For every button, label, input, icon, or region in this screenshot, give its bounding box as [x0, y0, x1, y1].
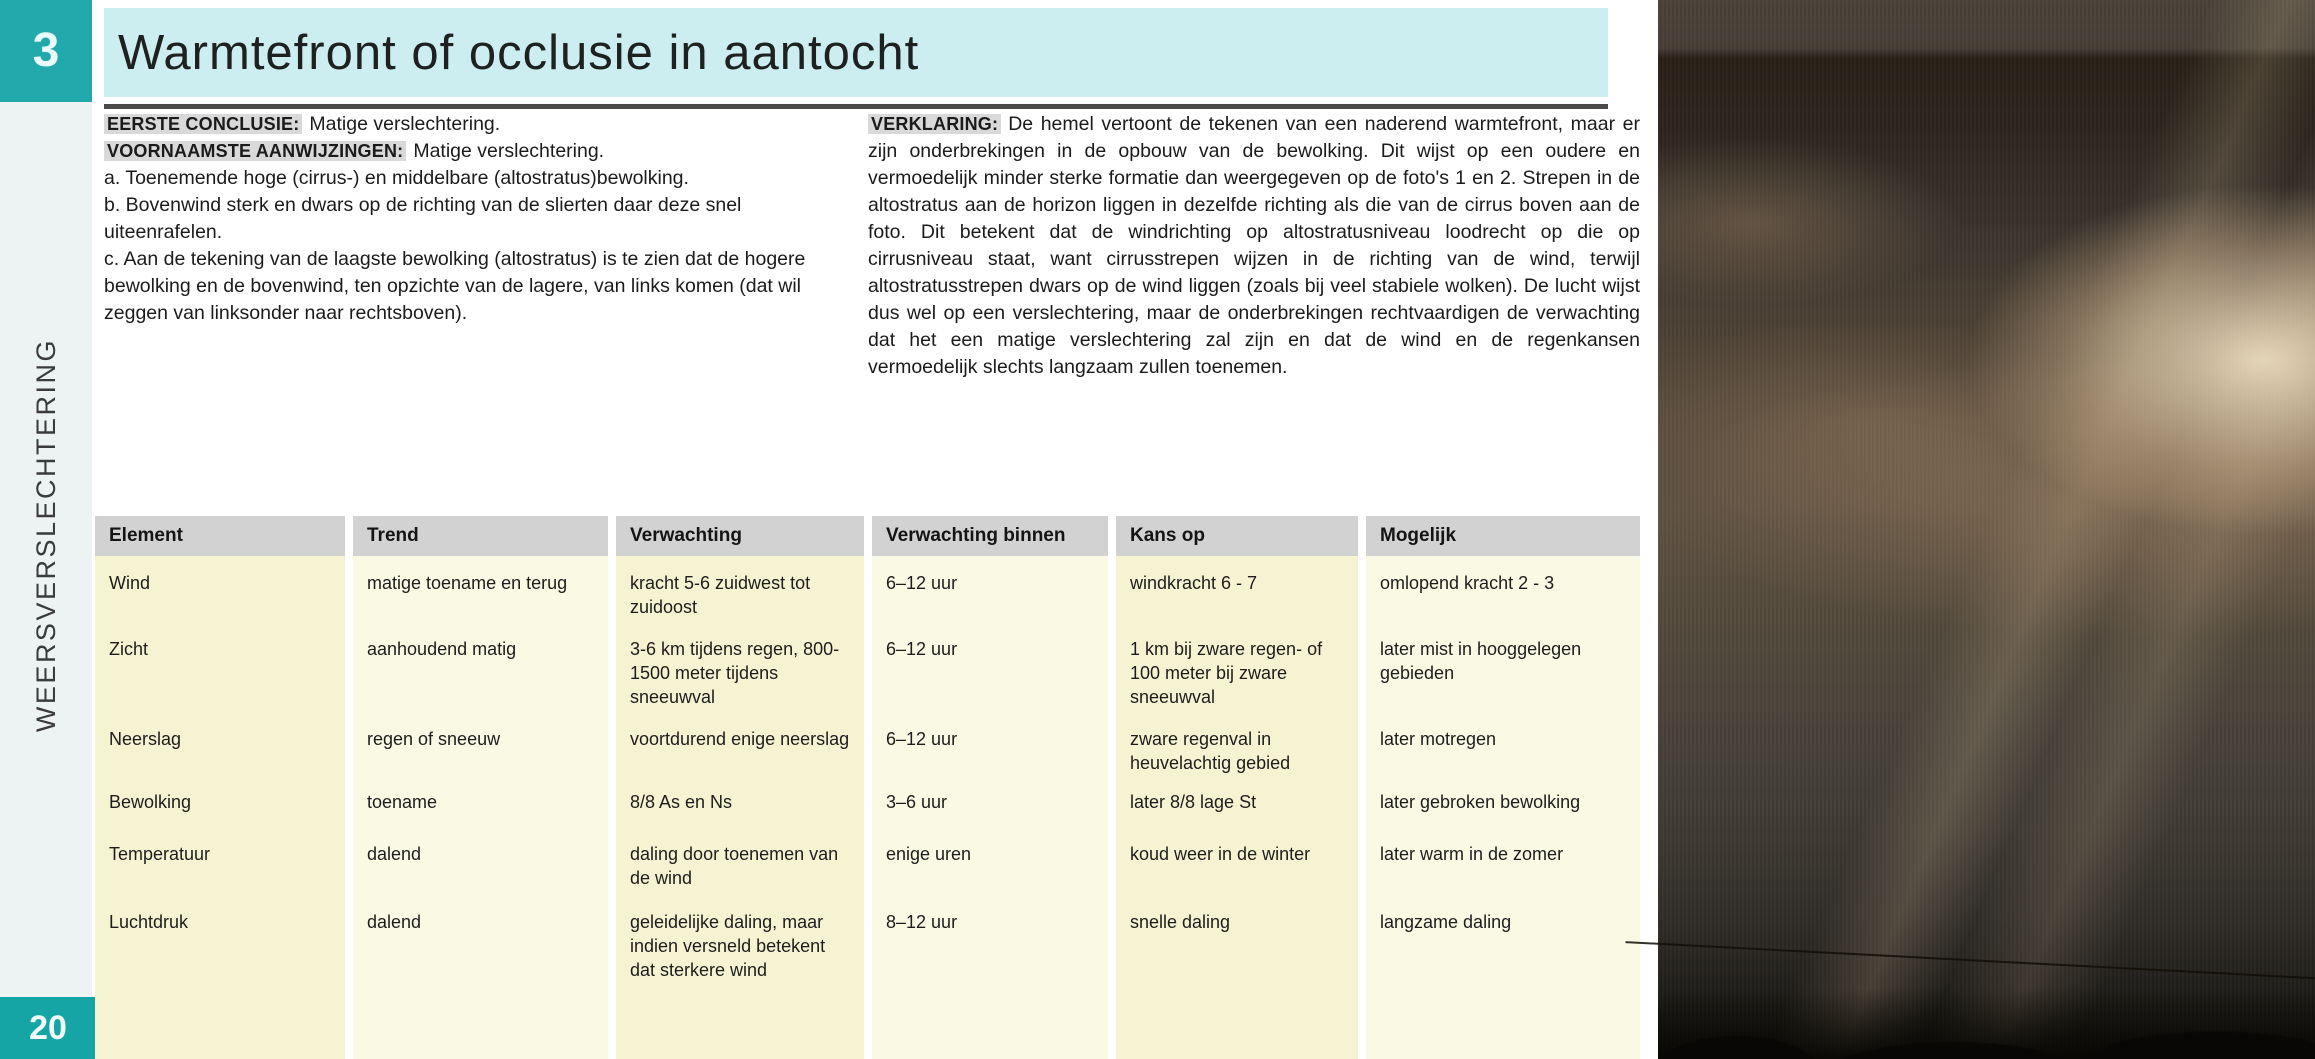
cell-temperatuur-kans-op: koud weer in de winter: [1116, 827, 1358, 895]
chapter-number: 3: [32, 24, 60, 77]
cell-luchtdruk-element: Luchtdruk: [95, 895, 345, 1059]
aanwijzing-item-a: a. Toenemende hoge (cirrus-) en middelbare (altostratus)bewolking.: [104, 167, 689, 189]
cell-wind-kans-op: windkracht 6 - 7: [1116, 556, 1358, 622]
sky-photo: [1658, 0, 2315, 1059]
cell-bewolking-trend: toename: [353, 775, 608, 827]
cell-bewolking-verwachting-binnen: 3–6 uur: [872, 775, 1108, 827]
weather-table: [95, 516, 1640, 1059]
sidebar-vertical-label: WEERSVERSLECHTERING: [30, 337, 61, 733]
table-header-row: [95, 516, 1640, 556]
cell-bewolking-verwachting: 8/8 As en Ns: [616, 775, 864, 827]
col-header-trend: Trend: [353, 516, 608, 556]
cell-zicht-verwachting: 3-6 km tijdens regen, 800-1500 meter tijdens sneeuwval: [616, 622, 864, 712]
aanwijzingen-line: [104, 138, 858, 165]
conclusions-column: [104, 111, 858, 327]
table-row-temperatuur: [95, 827, 1640, 895]
table-row-luchtdruk: [95, 895, 1640, 1059]
cell-zicht-verwachting-binnen: 6–12 uur: [872, 622, 1108, 712]
horizon-silhouette: [1658, 969, 2315, 1059]
page-title: Warmtefront of occlusie in aantocht: [118, 25, 920, 80]
cell-wind-verwachting: kracht 5-6 zuidwest tot zuidoost: [616, 556, 864, 622]
col-header-verwachting: Verwachting: [616, 516, 864, 556]
cell-zicht-mogelijk: later mist in hooggelegen gebieden: [1366, 622, 1640, 712]
eerste-conclusie-text: Matige verslechtering.: [309, 113, 501, 135]
chapter-number-badge: [0, 0, 92, 102]
cell-neerslag-element: Neerslag: [95, 712, 345, 775]
cell-neerslag-verwachting: voortdurend enige neerslag: [616, 712, 864, 775]
verklaring-label: VERKLARING:: [868, 114, 1001, 134]
table-row-neerslag: [95, 712, 1640, 775]
verklaring-text: De hemel vertoont de tekenen van een naderend warmtefront, maar er zijn onderbrekingen in de opbouw van de bewolking. Dit wijst op een oudere en vermoedelijk minder sterke formatie dan weergegeven op de foto's 1 en 2. Strepen in de altostratus aan de horizon liggen in dezelfde richting als die van de cirrus boven aan de foto. Dit betekent dat de windrichting op altostratusniveau loodrecht op die op cirrusniveau staat, want cirrusstrepen wijzen in de richting van de wind, terwijl altostratusstrepen dwars op de wind liggen (zoals bij veel stabiele wolken). De lucht wijst dus wel op een verslechtering, maar de onderbrekingen rechtvaardigen de verwachting dat het een matige verslechtering zal zijn en dat de wind en de regenkansen vermoedelijk slechts langzaam zullen toenemen.: [868, 113, 1640, 378]
cell-temperatuur-verwachting: daling door toenemen van de wind: [616, 827, 864, 895]
cell-luchtdruk-trend: dalend: [353, 895, 608, 1059]
aanwijzing-item-b: b. Bovenwind sterk en dwars op de richting van de slierten daar deze snel uiteenrafelen.: [104, 194, 742, 243]
verklaring-paragraph: [868, 111, 1640, 381]
aanwijzingen-label: VOORNAAMSTE AANWIJZINGEN:: [104, 141, 406, 161]
cell-temperatuur-verwachting-binnen: enige uren: [872, 827, 1108, 895]
cell-temperatuur-element: Temperatuur: [95, 827, 345, 895]
cell-zicht-element: Zicht: [95, 622, 345, 712]
banner-divider-rule: [104, 104, 1608, 109]
cell-zicht-kans-op: 1 km bij zware regen- of 100 meter bij zware sneeuwval: [1116, 622, 1358, 712]
cell-bewolking-kans-op: later 8/8 lage St: [1116, 775, 1358, 827]
title-banner: [104, 8, 1608, 97]
verklaring-column: [868, 111, 1640, 381]
page-number-badge: [0, 997, 96, 1059]
col-header-element: Element: [95, 516, 345, 556]
sidebar-vertical-label-wrap: [0, 300, 92, 770]
table-row-bewolking: [95, 775, 1640, 827]
cell-neerslag-verwachting-binnen: 6–12 uur: [872, 712, 1108, 775]
cell-wind-element: Wind: [95, 556, 345, 622]
aanwijzingen-text: Matige verslechtering.: [413, 140, 605, 162]
table-row-wind: [95, 556, 1640, 622]
cell-temperatuur-mogelijk: later warm in de zomer: [1366, 827, 1640, 895]
cell-luchtdruk-verwachting: geleidelijke daling, maar indien versneld betekent dat sterkere wind: [616, 895, 864, 1059]
cell-temperatuur-trend: dalend: [353, 827, 608, 895]
cell-zicht-trend: aanhoudend matig: [353, 622, 608, 712]
table-row-zicht: [95, 622, 1640, 712]
col-header-verwachting-binnen: Verwachting binnen: [872, 516, 1108, 556]
cell-wind-verwachting-binnen: 6–12 uur: [872, 556, 1108, 622]
cell-bewolking-element: Bewolking: [95, 775, 345, 827]
aanwijzing-item-c: c. Aan de tekening van de laagste bewolking (altostratus) is te zien dat de hogere bewolking en de bovenwind, ten opzichte van de lagere, van links komen (dat wil zeggen van linksonder naar rechtsboven).: [104, 248, 806, 324]
cell-bewolking-mogelijk: later gebroken bewolking: [1366, 775, 1640, 827]
cell-wind-trend: matige toename en terug: [353, 556, 608, 622]
col-header-mogelijk: Mogelijk: [1366, 516, 1640, 556]
page-number: 20: [29, 1008, 67, 1047]
cell-wind-mogelijk: omlopend kracht 2 - 3: [1366, 556, 1640, 622]
cell-luchtdruk-verwachting-binnen: 8–12 uur: [872, 895, 1108, 1059]
cell-neerslag-mogelijk: later motregen: [1366, 712, 1640, 775]
cell-luchtdruk-kans-op: snelle daling: [1116, 895, 1358, 1059]
eerste-conclusie-line: [104, 111, 858, 138]
eerste-conclusie-label: EERSTE CONCLUSIE:: [104, 114, 302, 134]
cell-neerslag-kans-op: zware regenval in heuvelachtig gebied: [1116, 712, 1358, 775]
col-header-kans-op: Kans op: [1116, 516, 1358, 556]
cell-neerslag-trend: regen of sneeuw: [353, 712, 608, 775]
cell-luchtdruk-mogelijk: langzame daling: [1366, 895, 1640, 1059]
